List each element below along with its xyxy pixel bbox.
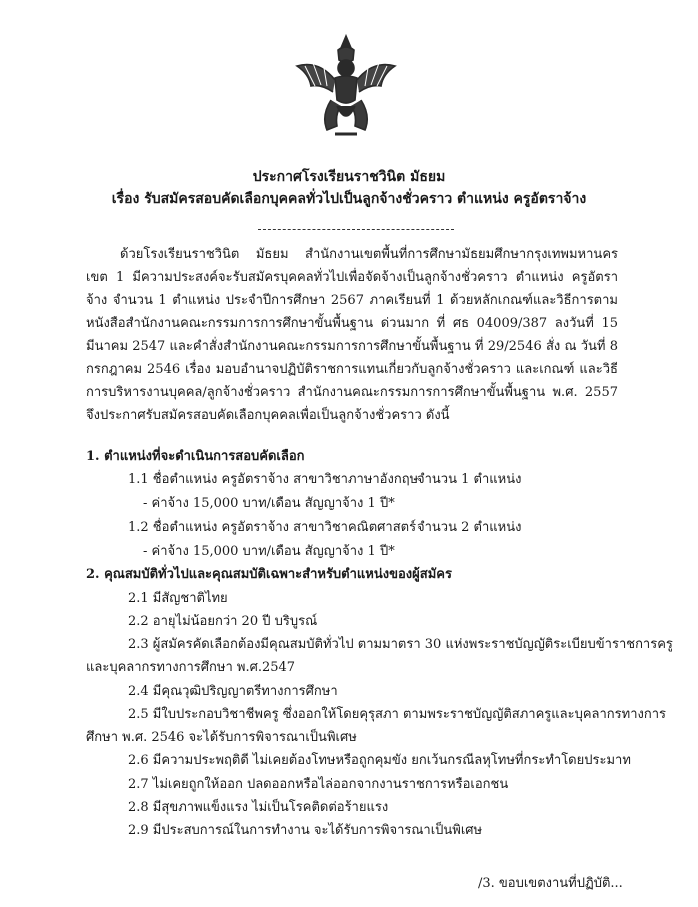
section1-heading: 1. ตำแหน่งที่จะดำเนินการสอบคัดเลือก xyxy=(86,449,305,464)
qualification-item: 2.3 ผู้สมัครคัดเลือกต้องมีคุณสมบัติทั่วไป ตามมาตรา 30 แห่งพระราชบัญญัติระเบียบข้าราชการครู xyxy=(128,637,673,652)
position-2-pay: - ค่าจ้าง 15,000 บาท/เดือน สัญญาจ้าง 1 ปี* xyxy=(143,544,395,559)
position-1-pay: - ค่าจ้าง 15,000 บาท/เดือน สัญญาจ้าง 1 ปี* xyxy=(143,496,395,511)
qualification-item: 2.1 มีสัญชาติไทย xyxy=(128,591,228,606)
qualification-item: 2.8 มีสุขภาพแข็งแรง ไม่เป็นโรคติดต่อร้ายแรง xyxy=(128,800,389,815)
position-1-count: จำนวน 1 ตำแหน่ง xyxy=(417,472,522,487)
section2-heading: 2. คุณสมบัติทั่วไปและคุณสมบัติเฉพาะสำหรับตำแหน่งของผู้สมัคร xyxy=(86,567,452,582)
qualification-item: 2.2 อายุไม่น้อยกว่า 20 ปี บริบูรณ์ xyxy=(128,614,318,629)
position-1-name: 1.1 ชื่อตำแหน่ง ครูอัตราจ้าง สาขาวิชาภาษาอังกฤษ xyxy=(128,472,419,487)
intro-paragraph: ด้วยโรงเรียนราชวินิต มัธยม สำนักงานเขตพื้นที่การศึกษามัธยมศึกษากรุงเทพมหานคร เขต 1 มีความประสงค์จะรับสมัครบุคคลทั่วไปเพื่อจัดจ้างเป็นลูกจ้างชั่วคราว ตำแหน่ง ครูอัตราจ้าง จำนวน 1 ตำแหน่ง ประจำปีการศึกษา 2567 ภาคเรียนที่ 1 ด้วยหลักเกณฑ์และวิธีการตามหนังสือสำนักงานคณะกรรมการการศึกษาขั้นพื้นฐาน ด่วนมาก ที่ ศธ 04009/387 ลงวันที่ 15 มีนาคม 2547 และคำสั่งสำนักงานคณะกรรมการการศึกษาขั้นพื้นฐาน ที่ 29/2546 สั่ง ณ วันที่ 8 กรกฎาคม 2546 เรื่อง มอบอำนาจปฏิบัติราชการแทนเกี่ยวกับลูกจ้างชั่วคราว และเกณฑ์ และวิธีการบริหารงานบุคคล/ลูกจ้างชั่วคราว สำนักงานคณะกรรมการการศึกษาขั้นพื้นฐาน พ.ศ. 2557 จึงประกาศรับสมัครสอบคัดเลือกบุคคลเพื่อเป็นลูกจ้างชั่วคราว ดังนี้ xyxy=(86,247,618,423)
qualification-item-cont: ศึกษา พ.ศ. 2546 จะได้รับการพิจารณาเป็นพิเศษ xyxy=(86,730,357,745)
garuda-emblem-icon xyxy=(291,30,401,142)
qualification-item: 2.4 มีคุณวุฒิปริญญาตรีทางการศึกษา xyxy=(128,684,338,699)
qualification-item-cont: และบุคลากรทางการศึกษา พ.ศ.2547 xyxy=(86,660,296,675)
title-divider xyxy=(258,229,454,230)
announcement-title: ประกาศโรงเรียนราชวินิต มัธยม xyxy=(252,169,446,185)
qualification-item: 2.9 มีประสบการณ์ในการทำงาน จะได้รับการพิจารณาเป็นพิเศษ xyxy=(128,823,483,838)
next-page-note: /3. ขอบเขตงานที่ปฏิบัติ... xyxy=(478,876,623,891)
qualification-item: 2.6 มีความประพฤติดี ไม่เคยต้องโทษหรือถูกคุมขัง ยกเว้นกรณีลหุโทษที่กระทำโดยประมาท xyxy=(128,753,631,768)
qualification-item: 2.5 มีใบประกอบวิชาชีพครู ซึ่งออกให้โดยคุรุสภา ตามพระราชบัญญัติสภาครูและบุคลากรทางการ xyxy=(128,707,667,722)
qualification-item: 2.7 ไม่เคยถูกให้ออก ปลดออกหรือไล่ออกจากงานราชการหรือเอกชน xyxy=(128,777,509,792)
position-2-count: จำนวน 2 ตำแหน่ง xyxy=(417,520,522,535)
announcement-subject: เรื่อง รับสมัครสอบคัดเลือกบุคคลทั่วไปเป็นลูกจ้างชั่วคราว ตำแหน่ง ครูอัตราจ้าง xyxy=(111,191,587,207)
position-2-name: 1.2 ชื่อตำแหน่ง ครูอัตราจ้าง สาขาวิชาคณิตศาสตร์ xyxy=(128,520,417,535)
